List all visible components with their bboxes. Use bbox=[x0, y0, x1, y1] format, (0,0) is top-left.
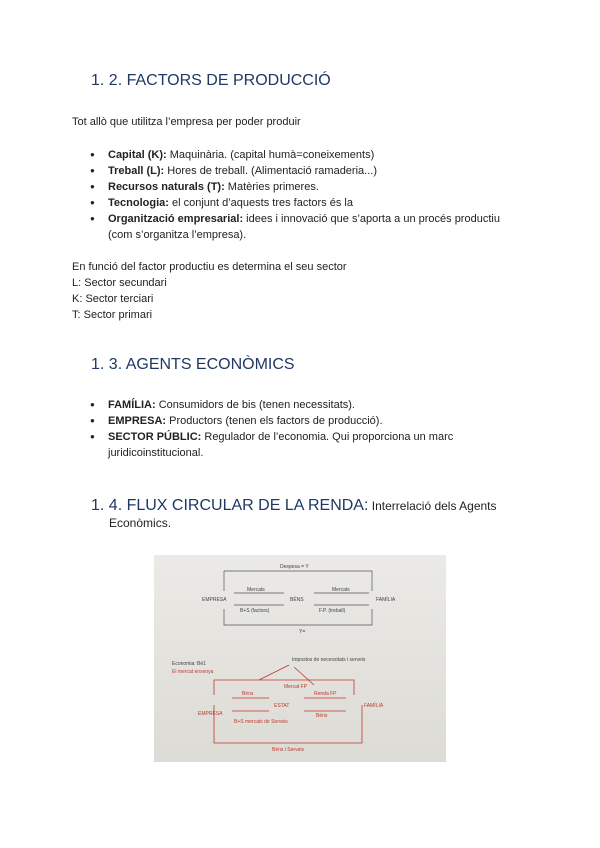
sector-line: K: Sector terciari bbox=[72, 293, 154, 305]
svg-text:EMPRESA: EMPRESA bbox=[202, 597, 227, 603]
list-item: ● Treball (L): Hores de treball. (Alimentació ramaderia...) bbox=[90, 163, 500, 179]
svg-text:El mercat ensenya: El mercat ensenya bbox=[172, 669, 214, 675]
svg-text:Mercat FP: Mercat FP bbox=[284, 684, 308, 690]
svg-text:Renda FP: Renda FP bbox=[314, 691, 337, 697]
svg-text:Béns: Béns bbox=[242, 691, 254, 697]
svg-text:EMPRESA: EMPRESA bbox=[198, 711, 223, 717]
svg-text:Mercats: Mercats bbox=[332, 587, 350, 593]
section-title-agents: 1. 3. AGENTS ECONÒMICS bbox=[91, 356, 295, 373]
svg-text:Y=: Y= bbox=[299, 629, 306, 635]
svg-text:BÉNS: BÉNS bbox=[290, 597, 304, 603]
section-title-flux: 1. 4. FLUX CIRCULAR DE LA RENDA: Interrelació dels Agents bbox=[91, 497, 497, 514]
factors-list bbox=[90, 147, 500, 243]
svg-text:B+S mercats de Serveis: B+S mercats de Serveis bbox=[234, 719, 288, 725]
sector-line: L: Sector secundari bbox=[72, 277, 167, 289]
list-item: ● EMPRESA: Productors (tenen els factors de producció). bbox=[90, 413, 500, 429]
svg-text:FAMÍLIA: FAMÍLIA bbox=[376, 597, 396, 603]
svg-text:F.P. (treball): F.P. (treball) bbox=[319, 608, 346, 614]
flux-subtitle-cont: Econòmics. bbox=[109, 516, 172, 530]
list-item: ● SECTOR PÚBLIC: Regulador de l’economia. Qui proporciona un marc juridicoinstitucional. bbox=[90, 429, 500, 461]
section-title-factors: 1. 2. FACTORS DE PRODUCCIÓ bbox=[91, 72, 331, 89]
circular-flow-photo bbox=[154, 555, 446, 762]
svg-text:Béns: Béns bbox=[316, 713, 328, 719]
agents-list bbox=[90, 397, 500, 461]
svg-text:Impostos de necessitats i serv: Impostos de necessitats i serveis bbox=[292, 657, 366, 663]
svg-text:Mercats: Mercats bbox=[247, 587, 265, 593]
list-item: ● FAMÍLIA: Consumidors de bis (tenen necessitats). bbox=[90, 397, 500, 413]
svg-text:B+S (factors): B+S (factors) bbox=[240, 608, 270, 614]
svg-text:Despesa = Y: Despesa = Y bbox=[280, 564, 309, 570]
svg-text:Béns i Serveis: Béns i Serveis bbox=[272, 747, 304, 753]
list-item: ● Capital (K): Maquinària. (capital humà=coneixements) bbox=[90, 147, 500, 163]
svg-text:ESTAT: ESTAT bbox=[274, 703, 290, 709]
sector-intro: En funció del factor productiu es determina el seu sector bbox=[72, 261, 347, 273]
list-item: ● Recursos naturals (T): Matèries primeres. bbox=[90, 179, 500, 195]
svg-text:Economia: Bé1: Economia: Bé1 bbox=[172, 661, 206, 667]
list-item: ● Tecnologia: el conjunt d’aquests tres factors és la bbox=[90, 195, 500, 211]
factors-intro: Tot allò que utilitza l’empresa per poder produir bbox=[72, 116, 301, 128]
list-item: ● Organització empresarial: idees i innovació que s’aporta a un procés productiu (com s’organitza l’empresa). bbox=[90, 211, 500, 243]
svg-text:FAMÍLIA: FAMÍLIA bbox=[364, 703, 384, 709]
sector-line: T: Sector primari bbox=[72, 309, 153, 321]
